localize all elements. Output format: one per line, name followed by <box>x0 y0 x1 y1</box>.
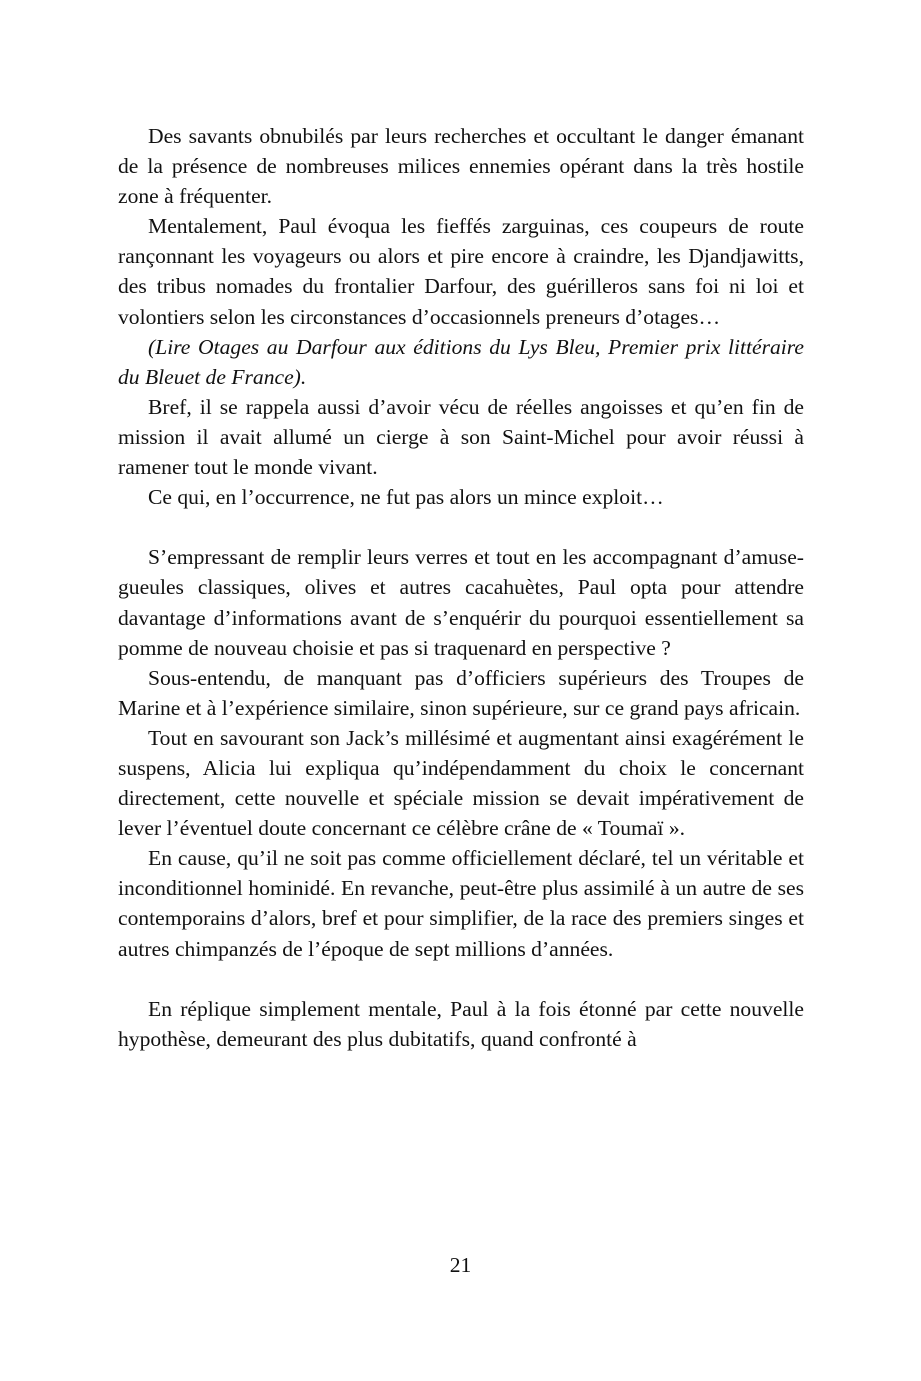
citation-paragraph: (Lire Otages au Darfour aux éditions du Lys Bleu, Premier prix littéraire du Bleuet de France). <box>118 334 804 389</box>
paragraph: Mentalement, Paul évoqua les fieffés zarguinas, ces coupeurs de route rançonnant les voyageurs ou alors et pire encore à craindre, les Djandjawitts, des tribus nomades du frontalier Darfour, des guérilleros sans foi ni loi et volontiers selon les circonstances d’occasionnels preneurs d’otages… <box>118 214 804 329</box>
paragraph: Des savants obnubilés par leurs recherches et occultant le danger émanant de la présence de nombreuses milices ennemies opérant dans la très hostile zone à fréquenter. <box>118 124 804 209</box>
page-body <box>118 121 804 1054</box>
section-break <box>118 512 804 542</box>
section-break <box>118 964 804 994</box>
page-number: 21 <box>449 1253 472 1277</box>
paragraph: Ce qui, en l’occurrence, ne fut pas alors un mince exploit… <box>148 485 664 510</box>
paragraph: En cause, qu’il ne soit pas comme officiellement déclaré, tel un véritable et inconditionnel hominidé. En revanche, peut-être plus assimilé à un autre de ses contemporains d’alors, bref et pour simplifier, de la race des premiers singes et autres chimpanzés de l’époque de sept millions d’années. <box>118 846 804 961</box>
paragraph: S’empressant de remplir leurs verres et tout en les accompagnant d’amuse-gueules classiques, olives et autres cacahuètes, Paul opta pour attendre davantage d’informations avant de s’enquérir du pourquoi essentiellement sa pomme de nouveau choisie et pas si traquenard en perspective ? <box>118 545 804 660</box>
paragraph: En réplique simplement mentale, Paul à la fois étonné par cette nouvelle hypothèse, demeurant des plus dubitatifs, quand confronté à <box>118 996 804 1051</box>
paragraph: Sous-entendu, de manquant pas d’officiers supérieurs des Troupes de Marine et à l’expérience similaire, sinon supérieure, sur ce grand pays africain. <box>118 665 804 720</box>
paragraph: Tout en savourant son Jack’s millésimé et augmentant ainsi exagérément le suspens, Alicia lui expliqua qu’indépendamment du choix le concernant directement, cette nouvelle et spéciale mission se devait impérativement de lever l’éventuel doute concernant ce célèbre crâne de « Toumaï ». <box>118 725 804 841</box>
paragraph: Bref, il se rappela aussi d’avoir vécu de réelles angoisses et qu’en fin de mission il avait allumé un cierge à son Saint-Michel pour avoir réussi à ramener tout le monde vivant. <box>118 394 804 480</box>
